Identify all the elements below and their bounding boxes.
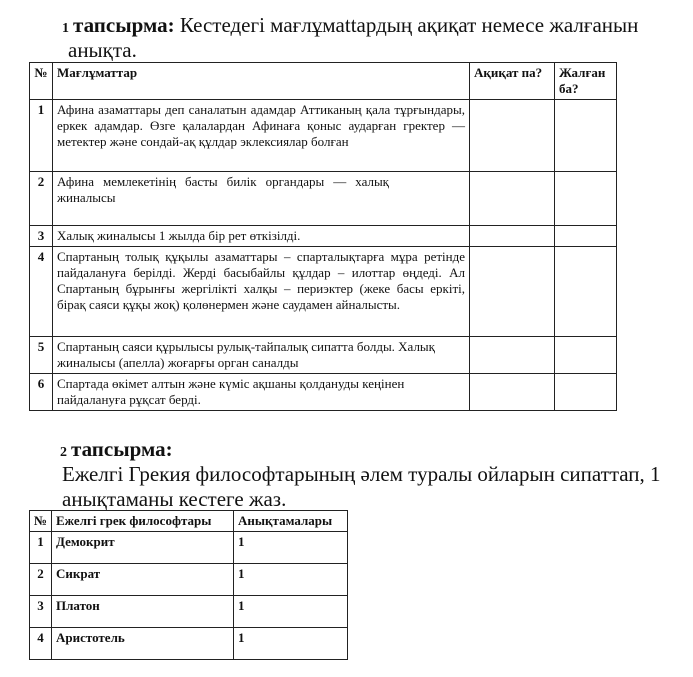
task2-table — [29, 510, 348, 660]
true-answer-cell[interactable] — [470, 374, 555, 411]
row-number: 1 — [30, 100, 53, 172]
header-number: № — [30, 63, 53, 100]
false-answer-cell[interactable] — [555, 337, 617, 374]
row-number: 3 — [30, 226, 53, 247]
row-text: Халық жиналысы 1 жылда бір рет өткізілді. — [53, 226, 470, 247]
row-number: 6 — [30, 374, 53, 411]
row-number: 3 — [30, 596, 52, 628]
definition-cell[interactable]: 1 — [234, 628, 348, 660]
task2-label: тапсырма: — [71, 437, 173, 461]
task2-text-line1: Ежелгі Грекия философтарының әлем туралы ойларын сипаттап, 1 — [62, 462, 661, 486]
row-number: 2 — [30, 172, 53, 226]
header-philosophers: Ежелгі грек философтары — [52, 511, 234, 532]
row-text: Спартаның толық құқылы азаматтары – спарталықтарға мұра ретінде пайдалануға берілді. Жерді басыбайлы құлдар – илоттар өңдеді. Ал Спартаның бұрынғы жергілікті халқы – периэктер (жеке басы еркіті, бірақ саяси құқы жоқ) қолөнермен және саудамен айналысты. — [53, 247, 470, 337]
task1-text-line2: анықта. — [68, 38, 137, 62]
table-row — [30, 564, 348, 596]
row-number: 5 — [30, 337, 53, 374]
definition-cell[interactable]: 1 — [234, 564, 348, 596]
task1-number: 1 — [62, 21, 69, 36]
table-row — [30, 596, 348, 628]
philosopher-name: Сикрат — [52, 564, 234, 596]
row-number: 1 — [30, 532, 52, 564]
philosopher-name: Аристотель — [52, 628, 234, 660]
row-text: Афина азаматтары деп саналатын адамдар Аттиканың қала тұрғындары, еркек адамдар. Өзге қалалардан Афинаға қоныс аударған гректер — метектер және сондай-ақ құлдар эклексиялар болған — [53, 100, 470, 172]
true-answer-cell[interactable] — [470, 172, 555, 226]
table-row — [30, 628, 348, 660]
row-text: Спартада өкімет алтын және күміс ақшаны қолдануды кеңінен пайдалануға рұқсат берді. — [53, 374, 470, 411]
false-answer-cell[interactable] — [555, 172, 617, 226]
true-answer-cell[interactable] — [470, 247, 555, 337]
table-row — [30, 532, 348, 564]
false-answer-cell[interactable] — [555, 226, 617, 247]
table-row — [30, 100, 617, 172]
row-text: Афина мемлекетінің басты билік органдары — халық жиналысы — [53, 172, 470, 226]
table-row — [30, 374, 617, 411]
table-row — [30, 337, 617, 374]
true-answer-cell[interactable] — [470, 226, 555, 247]
false-answer-cell[interactable] — [555, 247, 617, 337]
philosopher-name: Демокрит — [52, 532, 234, 564]
row-number: 4 — [30, 247, 53, 337]
header-true: Ақиқат па? — [470, 63, 555, 100]
header-info: Мағлұматтар — [53, 63, 470, 100]
true-answer-cell[interactable] — [470, 100, 555, 172]
false-answer-cell[interactable] — [555, 100, 617, 172]
task1-text-line1: Кестедегі мағлұмattардың ақиқат немесе жалғанын — [179, 13, 639, 37]
false-answer-cell[interactable] — [555, 374, 617, 411]
header-number: № — [30, 511, 52, 532]
table-row — [30, 226, 617, 247]
row-number: 4 — [30, 628, 52, 660]
table-header-row — [30, 63, 617, 100]
header-definitions: Анықтамалары — [234, 511, 348, 532]
row-number: 2 — [30, 564, 52, 596]
task1-heading — [62, 12, 638, 42]
table-row — [30, 247, 617, 337]
task2-number: 2 — [60, 445, 67, 460]
philosopher-name: Платон — [52, 596, 234, 628]
table-row — [30, 172, 617, 226]
header-false: Жалған ба? — [555, 63, 617, 100]
row-text: Спартаның саяси құрылысы рулық-тайпалық сипатта болды. Халық жиналысы (апелла) жоғарғы орган саналды — [53, 337, 470, 374]
table-header-row — [30, 511, 348, 532]
definition-cell[interactable]: 1 — [234, 596, 348, 628]
task1-table — [29, 62, 617, 411]
true-answer-cell[interactable] — [470, 337, 555, 374]
task1-label: тапсырма: — [73, 13, 175, 37]
definition-cell[interactable]: 1 — [234, 532, 348, 564]
task2-text-line2: анықтаманы кестеге жаз. — [62, 487, 287, 511]
